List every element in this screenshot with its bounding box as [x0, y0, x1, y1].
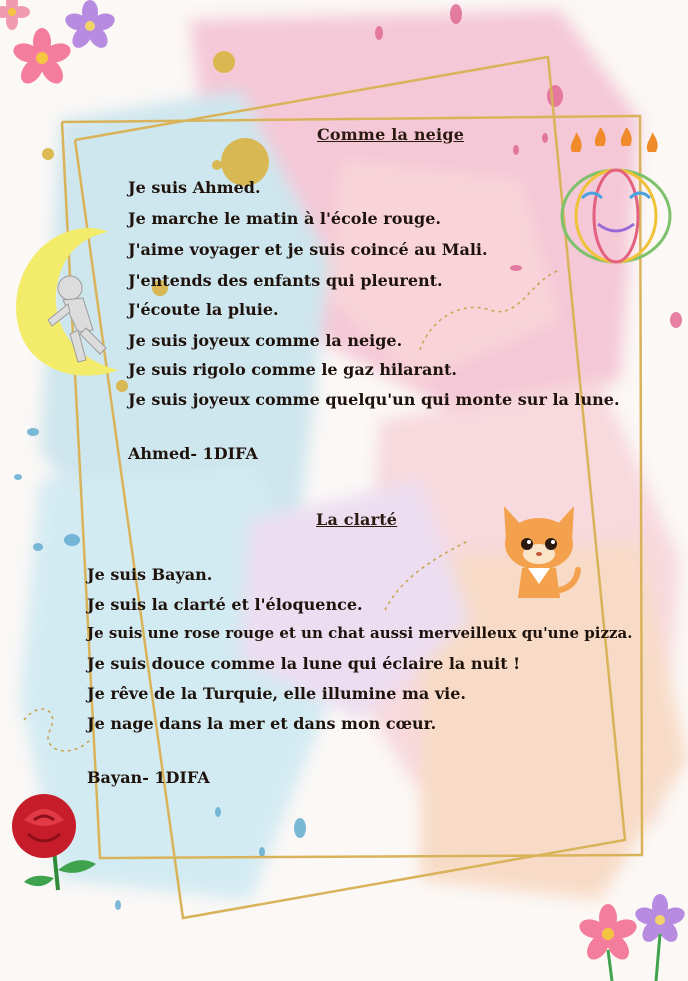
poem-1-title: Comme la neige — [317, 125, 465, 144]
poem-1-line: Je marche le matin à l'école rouge. — [128, 209, 441, 228]
flower-cluster-top-left-icon — [0, 0, 130, 100]
poem-1-line: Je suis Ahmed. — [128, 178, 261, 197]
poem-2-line: Je suis Bayan. — [87, 565, 213, 584]
poem-2-author: Bayan- 1DIFA — [87, 768, 210, 787]
poem-1-author: Ahmed- 1DIFA — [128, 444, 258, 463]
red-rose-icon — [4, 790, 108, 894]
poem-1-line: Je suis joyeux comme quelqu'un qui monte sur la lune. — [128, 390, 620, 409]
poem-2-line: Je suis douce comme la lune qui éclaire la nuit ! — [87, 654, 521, 673]
poem-1-line: J'entends des enfants qui pleurent. — [128, 271, 443, 290]
poem-1-line: J'écoute la pluie. — [128, 300, 279, 319]
poem-2-line: Je nage dans la mer et dans mon cœur. — [87, 714, 437, 733]
moon-figure-icon — [8, 220, 138, 390]
poem-1-line: Je suis rigolo comme le gaz hilarant. — [128, 360, 457, 379]
kitten-icon — [494, 498, 584, 606]
poem-2-line: Je suis une rose rouge et un chat aussi merveilleux qu'une pizza. — [87, 624, 633, 642]
poem-1-line: J'aime voyager et je suis coincé au Mali. — [128, 240, 488, 259]
poem-2-line: Je suis la clarté et l'éloquence. — [87, 595, 363, 614]
flower-cluster-bottom-right-icon — [568, 878, 688, 981]
pumpkin-candles-icon — [552, 128, 682, 278]
poem-2-line: Je rêve de la Turquie, elle illumine ma vie. — [87, 684, 466, 703]
poem-2-title: La clarté — [316, 510, 398, 529]
poem-1-line: Je suis joyeux comme la neige. — [128, 331, 403, 350]
